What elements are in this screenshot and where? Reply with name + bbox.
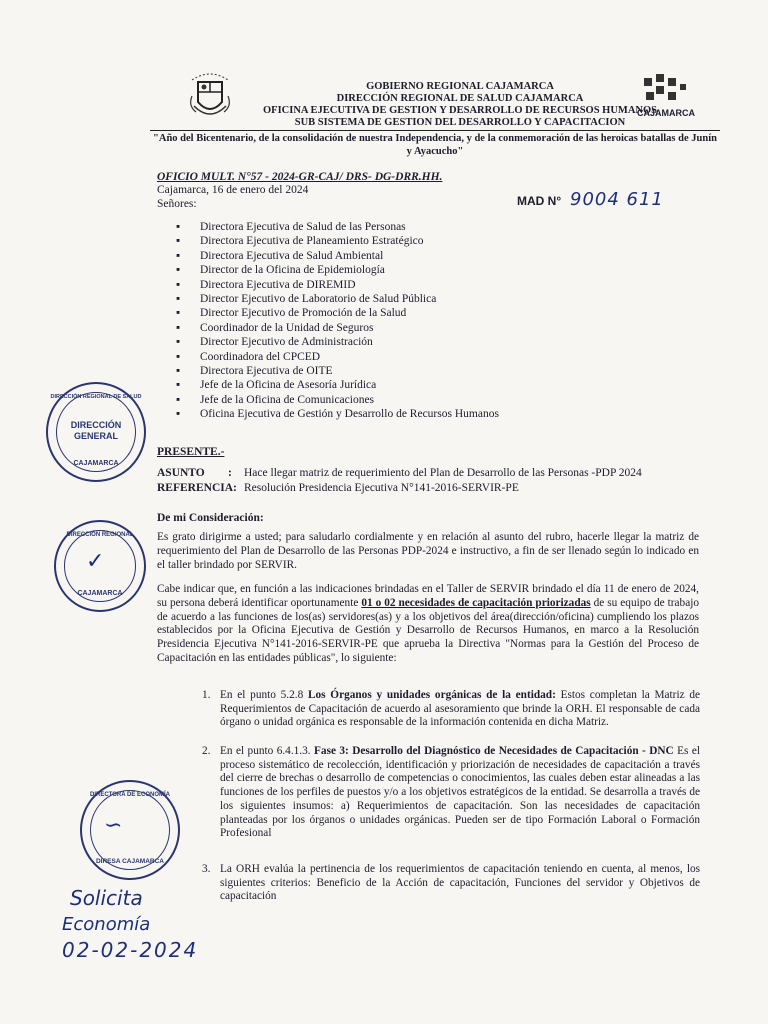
office-number: OFICIO MULT. N°57 - 2024-GR-CAJ/ DRS- DG-DRR.HH. [157, 171, 443, 183]
header-rule [150, 130, 720, 131]
header-line-3: OFICINA EJECUTIVA DE GESTION Y DESARROLLO DE RECURSOS HUMANOS [262, 105, 658, 116]
bullet-icon: ▪ [176, 350, 181, 363]
list-item: ▪ Director Ejecutivo de Promoción de la Salud [176, 307, 407, 320]
bullet-icon: ▪ [176, 264, 181, 277]
paragraph-instructions: Cabe indicar que, en función a las indicaciones brindadas en el Taller de SERVIR brindado el día 11 de enero de 2024, su persona deberá identificar oportunamente 01 o 02 necesidades de capacitación priorizadas de su equipo de trabajo de acuerdo a las funciones de los(as) servidores(as) y a los objetivos del área(dirección/oficina) cumpliendo los plazos establecidos por la Oficina Ejecutiva de Gestión y Desarrollo de Recursos Humanos, en marco a la Resolución Presidencia Ejecutiva N°141-2016-SERVIR-PE que aprueba la Directiva "Normas para la Gestión del Proceso de Capacitación en las entidades públicas", lo siguiente: [157, 583, 700, 664]
economia-stamp: DIRECTORA DE ECONOMÍA ∽ DIRESA CAJAMARCA [80, 780, 180, 880]
numbered-item-2: 2. En el punto 6.4.1.3. Fase 3: Desarrollo del Diagnóstico de Necesidades de Capacitación - DNC Es el proceso sistemático de recolección, identificación y priorización de necesidades de capacitación a través del cierre de brechas o desarrollo de competencias o conocimientos, las cuales deben estar alineadas a las funciones de los perfiles de puestos y/o a los objetivos estratégicos de la entidad. Se desarrolla a través de los siguientes insumos: a) Requerimientos de capacitación. Son las necesidades de capacitación planteadas por los órganos o unidades orgánicas. Pueden ser de tipo Formación Laboral o Formación Profesional [202, 745, 700, 840]
header-line-1: GOBIERNO REGIONAL CAJAMARCA [366, 81, 554, 92]
list-item: ▪ Directora Ejecutiva de DIREMID [176, 278, 356, 291]
header-line-2: DIRECCIÓN REGIONAL DE SALUD CAJAMARCA [336, 93, 584, 104]
recipient-list [176, 220, 499, 421]
checkmark-icon: ✓ [86, 548, 105, 573]
bullet-icon: ▪ [176, 321, 181, 334]
handwritten-note-line-3: 02-02-2024 [62, 938, 199, 962]
bullet-icon: ▪ [176, 278, 181, 291]
paragraph-intro: Es grato dirigirme a usted; para saludarlo cordialmente y en relación al asunto del rubro, hacerle llegar la matriz de requerimiento del Plan de Desarrollo de las Personas PDP-2024 e instructivo, a fin de ser llenado según lo indicado en el taller brindado por SERVIR. [157, 531, 699, 571]
salutation: Señores: [157, 198, 197, 210]
date-line: Cajamarca, 16 de enero del 2024 [157, 184, 309, 196]
list-item: ▪ Director de la Oficina de Epidemiología [176, 264, 385, 277]
bullet-icon: ▪ [176, 336, 181, 349]
bullet-icon: ▪ [176, 221, 181, 233]
bullet-icon: ▪ [176, 235, 181, 248]
bullet-icon: ▪ [176, 307, 181, 320]
list-item: ▪ Directora Ejecutiva de Planeamiento Estratégico [176, 235, 424, 248]
header-line-4: SUB SISTEMA DE GESTION DEL DESARROLLO Y CAPACITACION [294, 117, 626, 128]
list-item: ▪ Directora Ejecutiva de Salud de las Personas [176, 221, 406, 233]
referencia-text: Resolución Presidencia Ejecutiva N°141-2016-SERVIR-PE [244, 482, 519, 494]
handwritten-note-line-2: Economía [62, 914, 151, 935]
asunto-label: ASUNTO [157, 467, 205, 479]
numbered-item-1: 1. En el punto 5.2.8 Los Órganos y unidades orgánicas de la entidad: Estos completan la Matriz de Requerimientos de Capacitación de acuerdo al asesoramiento que brinde la ORH. El responsable de cada órgano o unidad orgánica es responsable de la información contenida en dicha Matriz. [202, 689, 700, 729]
handwritten-note-line-1: Solicita [70, 886, 143, 910]
list-item: ▪ Director Ejecutivo de Administración [176, 336, 373, 349]
list-item: ▪ Coordinadora del CPCED [176, 350, 321, 363]
direccion-general-stamp: DIRECCIÓN REGIONAL DE SALUD DIRECCIÓN GENERAL CAJAMARCA [46, 382, 146, 482]
numbered-item-3: 3. La ORH evalúa la pertinencia de los requerimientos de capacitación teniendo en cuenta, al menos, los siguientes criterios: Beneficio de la Acción de capacitación, Funciones del servidor y Objetivos de capacitación [202, 863, 700, 903]
list-item: ▪ Directora Ejecutiva de Salud Ambiental [176, 249, 384, 262]
mad-number-handwritten: 9004 611 [570, 189, 664, 210]
logo-caption: CAJAMARCA [637, 108, 695, 118]
bullet-icon: ▪ [176, 292, 181, 305]
regional-stamp: DIRECCIÓN REGIONAL ✓ CAJAMARCA [54, 520, 146, 612]
mad-label: MAD N° [517, 194, 562, 208]
bullet-icon: ▪ [176, 364, 181, 377]
year-motto: "Año del Bicentenario, de la consolidación de nuestra Independencia, y de la conmemoración de las heroicas batallas de Junín y Ayacucho" [153, 133, 717, 157]
bullet-icon: ▪ [176, 249, 181, 262]
asunto-text: Hace llegar matriz de requerimiento del Plan de Desarrollo de las Personas -PDP 2024 [244, 467, 642, 479]
bullet-icon: ▪ [176, 408, 181, 421]
list-item: ▪ Jefe de la Oficina de Asesoría Jurídica [176, 379, 377, 392]
greeting: De mi Consideración: [157, 512, 264, 524]
cajamarca-logo [632, 72, 700, 122]
bullet-icon: ▪ [176, 393, 181, 406]
list-item: ▪ Oficina Ejecutiva de Gestión y Desarrollo de Recursos Humanos [176, 408, 499, 421]
list-item: ▪ Director Ejecutivo de Laboratorio de Salud Pública [176, 292, 437, 305]
list-item: ▪ Directora Ejecutiva de OITE [176, 364, 333, 377]
asunto-colon: : [228, 467, 232, 479]
signature-icon: ∽ [104, 812, 123, 837]
list-item: ▪ Coordinador de la Unidad de Seguros [176, 321, 374, 334]
bullet-icon: ▪ [176, 379, 181, 392]
presente: PRESENTE.- [157, 446, 225, 458]
list-item: ▪ Jefe de la Oficina de Comunicaciones [176, 393, 375, 406]
referencia-label: REFERENCIA: [157, 482, 237, 494]
stamp-center-text: DIRECCIÓN GENERAL [70, 420, 122, 441]
